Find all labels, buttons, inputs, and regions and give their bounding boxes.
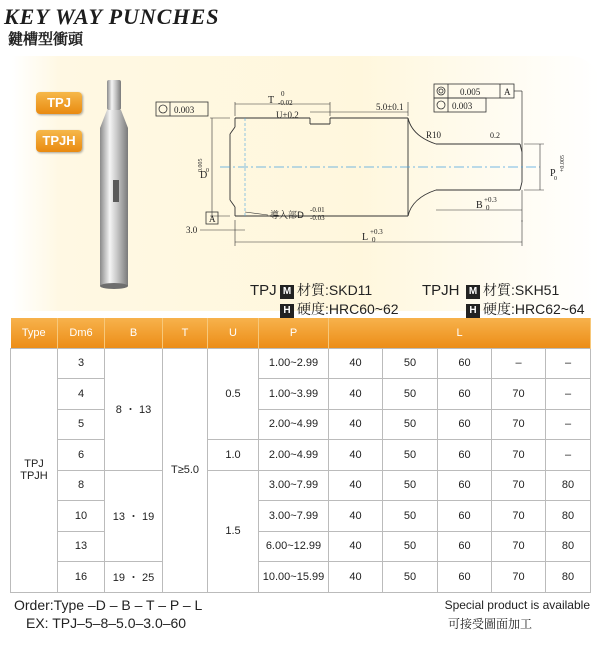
type-cell <box>11 348 58 592</box>
l-cell: 60 <box>438 409 492 440</box>
l-cell: 50 <box>383 379 438 410</box>
header-dm6: Dm6 <box>58 318 105 348</box>
material-m-icon: M <box>466 285 480 299</box>
l-cell: 40 <box>329 348 383 379</box>
dim-3 <box>186 225 245 235</box>
page-subtitle: 鍵槽型衝頭 <box>8 30 84 48</box>
punch-body <box>100 128 128 286</box>
dim-u-label: U±0.2 <box>276 110 299 120</box>
l-cell: 50 <box>383 470 438 501</box>
material-tpj <box>250 281 399 318</box>
dm6-cell: 16 <box>58 562 105 593</box>
tol-right-bottom-value: 0.003 <box>452 101 473 111</box>
order-format: Order:Type –D – B – T – P – L <box>14 597 203 613</box>
l-cell: 70 <box>492 379 546 410</box>
spec-table <box>10 318 591 593</box>
b-cell: 8 ・ 13 <box>105 348 163 470</box>
l-cell: 40 <box>329 409 383 440</box>
guide-label: 導入部D <box>270 211 304 221</box>
dim-p-tol-bottom: 0 <box>554 176 557 182</box>
dim-d-label: D <box>200 170 208 181</box>
dm6-cell: 3 <box>58 348 105 379</box>
l-cell: – <box>546 348 591 379</box>
dm6-cell: 4 <box>58 379 105 410</box>
l-cell: 60 <box>438 348 492 379</box>
l-cell: 40 <box>329 501 383 532</box>
l-cell: 50 <box>383 501 438 532</box>
l-cell: 40 <box>329 379 383 410</box>
dm6-cell: 10 <box>58 501 105 532</box>
l-cell: 60 <box>438 440 492 471</box>
dim-p-label: P <box>550 168 556 179</box>
table-row <box>11 470 591 501</box>
tol-right-top-value: 0.005 <box>460 87 481 97</box>
p-cell: 10.00~15.99 <box>259 562 329 593</box>
p-cell: 3.00~7.99 <box>259 501 329 532</box>
l-cell: 80 <box>546 501 591 532</box>
punch-illustration <box>0 0 150 300</box>
u-cell: 0.5 <box>208 348 259 440</box>
table-header-row <box>11 318 591 348</box>
t-cell: T≥5.0 <box>163 348 208 592</box>
special-product-note-zh: 可接受圖面加工 <box>448 617 533 631</box>
p-cell: 2.00~4.99 <box>259 409 329 440</box>
header-l: L <box>329 318 591 348</box>
guide-tol-bottom: -0.03 <box>310 214 325 222</box>
table-row <box>11 440 591 471</box>
datum-a-label: A <box>209 214 216 224</box>
l-cell: 60 <box>438 379 492 410</box>
dm6-cell: 8 <box>58 470 105 501</box>
special-product-note: Special product is available <box>444 598 590 612</box>
l-cell: – <box>546 409 591 440</box>
l-cell: 50 <box>383 562 438 593</box>
l-cell: 50 <box>383 348 438 379</box>
l-cell: 70 <box>492 562 546 593</box>
l-cell: 50 <box>383 409 438 440</box>
l-cell: 50 <box>383 440 438 471</box>
l-cell: 80 <box>546 562 591 593</box>
technical-drawing <box>150 72 590 252</box>
dim-b <box>436 190 522 222</box>
l-cell: 40 <box>329 440 383 471</box>
dim-t-tol-bottom: -0.02 <box>278 99 293 107</box>
table-row <box>11 501 591 532</box>
b-cell: 13 ・ 19 <box>105 470 163 562</box>
type-label-tpjh: TPJH <box>20 470 48 482</box>
u-cell: 1.0 <box>208 440 259 471</box>
dim-3-label: 3.0 <box>186 225 198 235</box>
material-tpj-h-text: 硬度:HRC60~62 <box>297 301 399 317</box>
table-row <box>11 531 591 562</box>
dm6-cell: 13 <box>58 531 105 562</box>
hardness-h-icon: H <box>280 304 294 318</box>
b-cell: 19 ・ 25 <box>105 562 163 593</box>
l-cell: – <box>546 379 591 410</box>
page-title: KEY WAY PUNCHES <box>4 4 220 29</box>
l-cell: 60 <box>438 470 492 501</box>
dim-b-tol-top: +0.3 <box>484 196 497 204</box>
dim-l <box>235 220 522 246</box>
dim-r-label: R10 <box>426 130 442 140</box>
l-cell: 80 <box>546 470 591 501</box>
l-cell: 70 <box>492 501 546 532</box>
type-label-tpj: TPJ <box>24 458 44 470</box>
dim-l-tol-top: +0.3 <box>370 228 383 236</box>
dim-02-label: 0.2 <box>490 131 500 140</box>
dim-d-tol-bottom: 0 <box>206 168 209 174</box>
dim-b-tol-bottom: 0 <box>486 204 490 212</box>
l-cell: – <box>492 348 546 379</box>
l-cell: 70 <box>492 440 546 471</box>
tolerance-frame-right <box>434 84 522 152</box>
dim-t-tol-top: 0 <box>281 90 285 98</box>
l-cell: 70 <box>492 409 546 440</box>
dim-t-label: T <box>268 95 275 106</box>
dim-b-label: B <box>476 200 483 211</box>
l-cell: 70 <box>492 470 546 501</box>
table-row <box>11 379 591 410</box>
guide-tol-top: -0.01 <box>310 206 325 214</box>
dim-l-tol-bottom: 0 <box>372 236 376 244</box>
tol-left-value: 0.003 <box>174 105 195 115</box>
p-cell: 3.00~7.99 <box>259 470 329 501</box>
dim-5 <box>330 102 408 116</box>
badge-tpjh: TPJH <box>36 130 82 152</box>
dim-5-label: 5.0±0.1 <box>376 102 404 112</box>
table-row <box>11 409 591 440</box>
punch-head <box>107 80 121 110</box>
punch-neck <box>100 110 128 128</box>
order-example: EX: TPJ–5–8–5.0–3.0–60 <box>26 615 187 631</box>
badge-tpj: TPJ <box>36 92 82 114</box>
p-cell: 1.00~3.99 <box>259 379 329 410</box>
dim-u <box>276 110 330 120</box>
tol-right-ref: A <box>504 87 511 97</box>
u-cell: 1.5 <box>208 470 259 592</box>
material-tpjh-h-text: 硬度:HRC62~64 <box>483 301 585 317</box>
l-cell: 60 <box>438 501 492 532</box>
p-cell: 1.00~2.99 <box>259 348 329 379</box>
l-cell: 80 <box>546 531 591 562</box>
punch-bottom <box>100 283 128 289</box>
l-cell: 40 <box>329 470 383 501</box>
dm6-cell: 5 <box>58 409 105 440</box>
p-cell: 6.00~12.99 <box>259 531 329 562</box>
dm6-cell: 6 <box>58 440 105 471</box>
material-m-icon: M <box>280 285 294 299</box>
header-u: U <box>208 318 259 348</box>
header-b: B <box>105 318 163 348</box>
l-cell: 40 <box>329 562 383 593</box>
header-type: Type <box>11 318 58 348</box>
material-tpjh-grade: TPJH <box>422 282 460 299</box>
datum-a <box>206 212 218 224</box>
l-cell: 50 <box>383 531 438 562</box>
material-tpjh <box>422 281 585 318</box>
dim-d-tol-top: 0.005 <box>198 158 204 172</box>
tolerance-frame-left <box>156 102 208 116</box>
p-cell: 2.00~4.99 <box>259 440 329 471</box>
dim-p-tol-top: +0.005 <box>560 155 566 172</box>
l-cell: 40 <box>329 531 383 562</box>
header-p: P <box>259 318 329 348</box>
l-cell: 60 <box>438 562 492 593</box>
header-t: T <box>163 318 208 348</box>
l-cell: 70 <box>492 531 546 562</box>
punch-keyway <box>113 180 119 202</box>
table-row <box>11 562 591 593</box>
material-tpj-m-text: 材質:SKD11 <box>297 282 373 298</box>
material-tpjh-m-text: 材質:SKH51 <box>483 282 560 298</box>
material-tpj-grade: TPJ <box>250 282 277 299</box>
l-cell: – <box>546 440 591 471</box>
dim-l-label: L <box>362 232 369 243</box>
hardness-h-icon: H <box>466 304 480 318</box>
table-row <box>11 348 591 379</box>
l-cell: 60 <box>438 531 492 562</box>
